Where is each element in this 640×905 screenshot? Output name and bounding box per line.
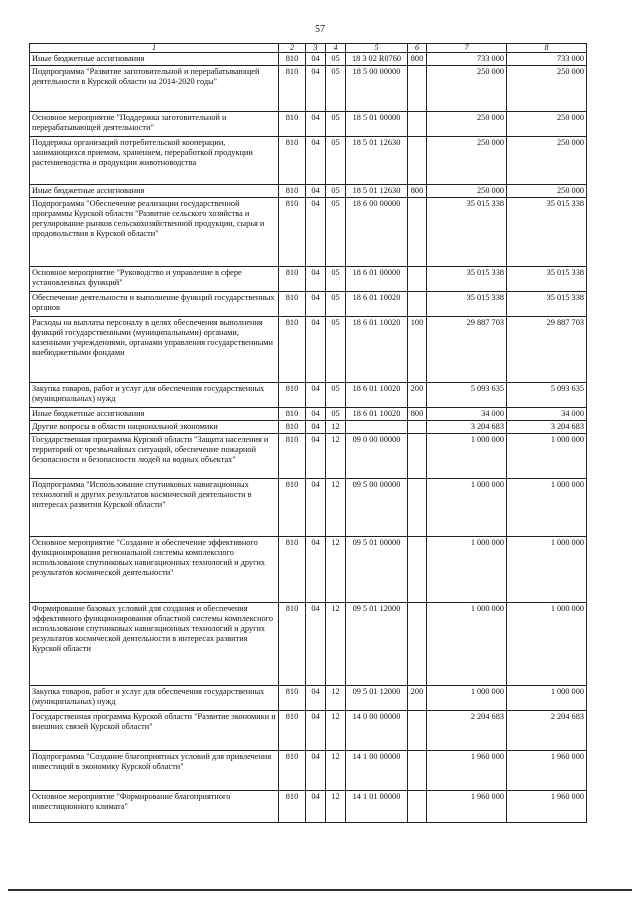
cell-subsection: 05 (326, 137, 346, 185)
table-row (30, 53, 587, 66)
cell-section: 04 (306, 137, 326, 185)
cell-ministry: 810 (279, 66, 306, 112)
cell-section: 04 (306, 751, 326, 791)
cell-amount-2019: 35 015 338 (427, 198, 507, 267)
cell-amount-2020: 1 960 000 (507, 791, 587, 823)
cell-target-article: 14 1 00 00000 (346, 751, 408, 791)
cell-section: 04 (306, 791, 326, 823)
cell-section: 04 (306, 267, 326, 292)
cell-subsection: 05 (326, 292, 346, 317)
cell-expense-type: 200 (408, 383, 427, 408)
cell-amount-2019: 5 093 635 (427, 383, 507, 408)
table-row (30, 603, 587, 686)
cell-expense-type (408, 421, 427, 434)
cell-section: 04 (306, 434, 326, 479)
cell-target-article: 18 6 00 00000 (346, 198, 408, 267)
cell-section: 04 (306, 421, 326, 434)
table-row (30, 408, 587, 421)
cell-ministry: 810 (279, 408, 306, 421)
cell-amount-2019: 1 000 000 (427, 479, 507, 537)
cell-amount-2019: 1 000 000 (427, 537, 507, 603)
cell-name: Иные бюджетные ассигнования (30, 408, 279, 421)
table-row (30, 537, 587, 603)
cell-amount-2020: 250 000 (507, 66, 587, 112)
cell-name: Основное мероприятие "Поддержка заготовительной и перерабатывающей деятельности" (30, 112, 279, 137)
cell-amount-2020: 34 000 (507, 408, 587, 421)
cell-amount-2019: 35 015 338 (427, 292, 507, 317)
cell-section: 04 (306, 711, 326, 751)
cell-section: 04 (306, 198, 326, 267)
page-bottom-rule (8, 889, 632, 891)
table-row (30, 686, 587, 711)
cell-amount-2019: 1 000 000 (427, 686, 507, 711)
cell-target-article: 18 3 02 R0760 (346, 53, 408, 66)
cell-name: Подпрограмма "Использование спутниковых навигационных технологий и других результатов космической деятельности в интересах развития Курской области" (30, 479, 279, 537)
cell-target-article: 18 6 01 10020 (346, 317, 408, 383)
header-cell: 1 (30, 44, 279, 53)
cell-ministry: 810 (279, 53, 306, 66)
cell-name: Обеспечение деятельности и выполнение функций государственных органов (30, 292, 279, 317)
header-cell: 5 (346, 44, 408, 53)
cell-ministry: 810 (279, 603, 306, 686)
table-row (30, 383, 587, 408)
budget-table (29, 43, 587, 823)
cell-name: Государственная программа Курской области "Развитие экономики и внешних связей Курской области" (30, 711, 279, 751)
cell-name: Закупка товаров, работ и услуг для обеспечения государственных (муниципальных) нужд (30, 686, 279, 711)
cell-ministry: 810 (279, 317, 306, 383)
cell-section: 04 (306, 479, 326, 537)
cell-amount-2020: 5 093 635 (507, 383, 587, 408)
cell-section: 04 (306, 408, 326, 421)
cell-amount-2019: 35 015 338 (427, 267, 507, 292)
cell-amount-2019: 34 000 (427, 408, 507, 421)
cell-ministry: 810 (279, 137, 306, 185)
cell-expense-type (408, 791, 427, 823)
cell-section: 04 (306, 292, 326, 317)
cell-section: 04 (306, 53, 326, 66)
cell-name: Расходы на выплаты персоналу в целях обеспечения выполнения функций государственными (муниципальными) органами, казенными учреждениями, органами управления государственными внебюджетными фондами (30, 317, 279, 383)
cell-subsection: 05 (326, 383, 346, 408)
cell-amount-2020: 1 000 000 (507, 686, 587, 711)
cell-name: Иные бюджетные ассигнования (30, 185, 279, 198)
cell-section: 04 (306, 686, 326, 711)
cell-subsection: 05 (326, 66, 346, 112)
table-row (30, 421, 587, 434)
header-cell: 7 (427, 44, 507, 53)
header-row (30, 44, 587, 53)
cell-expense-type (408, 751, 427, 791)
cell-amount-2019: 250 000 (427, 66, 507, 112)
cell-amount-2020: 1 000 000 (507, 603, 587, 686)
table-row (30, 751, 587, 791)
header-cell: 3 (306, 44, 326, 53)
cell-expense-type (408, 267, 427, 292)
cell-ministry: 810 (279, 537, 306, 603)
cell-name: Закупка товаров, работ и услуг для обеспечения государственных (муниципальных) нужд (30, 383, 279, 408)
table-row (30, 292, 587, 317)
cell-expense-type (408, 603, 427, 686)
cell-amount-2019: 3 204 683 (427, 421, 507, 434)
cell-section: 04 (306, 537, 326, 603)
cell-amount-2019: 1 960 000 (427, 751, 507, 791)
cell-amount-2019: 250 000 (427, 112, 507, 137)
table-row (30, 185, 587, 198)
cell-target-article: 09 5 01 12000 (346, 603, 408, 686)
cell-ministry: 810 (279, 292, 306, 317)
cell-name: Основное мероприятие "Руководство и управление в сфере установленных функций" (30, 267, 279, 292)
cell-name: Иные бюджетные ассигнования (30, 53, 279, 66)
cell-expense-type: 800 (408, 53, 427, 66)
cell-subsection: 12 (326, 421, 346, 434)
cell-subsection: 05 (326, 185, 346, 198)
header-cell: 4 (326, 44, 346, 53)
cell-amount-2019: 1 960 000 (427, 791, 507, 823)
cell-amount-2020: 250 000 (507, 112, 587, 137)
cell-subsection: 12 (326, 479, 346, 537)
table-row (30, 137, 587, 185)
cell-amount-2020: 29 887 703 (507, 317, 587, 383)
table-row (30, 112, 587, 137)
cell-target-article: 14 1 01 00000 (346, 791, 408, 823)
cell-target-article: 18 5 01 12630 (346, 137, 408, 185)
cell-amount-2020: 35 015 338 (507, 292, 587, 317)
cell-amount-2020: 1 000 000 (507, 537, 587, 603)
cell-expense-type (408, 711, 427, 751)
cell-target-article: 09 5 01 12000 (346, 686, 408, 711)
cell-ministry: 810 (279, 751, 306, 791)
cell-expense-type: 200 (408, 686, 427, 711)
table-row (30, 791, 587, 823)
table-row (30, 479, 587, 537)
cell-expense-type (408, 137, 427, 185)
cell-amount-2020: 733 000 (507, 53, 587, 66)
cell-ministry: 810 (279, 711, 306, 751)
cell-name: Подпрограмма "Обеспечение реализации государственной программы Курской области "Развитие сельского хозяйства и регулирование рынков сельскохозяйственной продукции, сырья и продовольствия в Курской области" (30, 198, 279, 267)
cell-amount-2019: 733 000 (427, 53, 507, 66)
cell-ministry: 810 (279, 267, 306, 292)
page-number: 57 (315, 24, 325, 35)
cell-target-article: 18 5 01 00000 (346, 112, 408, 137)
cell-name: Подпрограмма "Развитие заготовительной и перерабатывающей деятельности в Курской области на 2014-2020 годы" (30, 66, 279, 112)
cell-amount-2020: 35 015 338 (507, 198, 587, 267)
cell-subsection: 12 (326, 791, 346, 823)
cell-section: 04 (306, 603, 326, 686)
cell-target-article: 09 5 00 00000 (346, 479, 408, 537)
cell-ministry: 810 (279, 198, 306, 267)
cell-ministry: 810 (279, 791, 306, 823)
header-cell: 2 (279, 44, 306, 53)
cell-subsection: 05 (326, 267, 346, 292)
cell-subsection: 05 (326, 408, 346, 421)
cell-expense-type: 800 (408, 408, 427, 421)
cell-ministry: 810 (279, 434, 306, 479)
cell-amount-2020: 250 000 (507, 137, 587, 185)
cell-expense-type (408, 292, 427, 317)
cell-subsection: 12 (326, 537, 346, 603)
cell-section: 04 (306, 185, 326, 198)
cell-subsection: 05 (326, 317, 346, 383)
cell-amount-2019: 29 887 703 (427, 317, 507, 383)
cell-ministry: 810 (279, 421, 306, 434)
cell-amount-2020: 1 000 000 (507, 434, 587, 479)
table-row (30, 267, 587, 292)
table-row (30, 198, 587, 267)
cell-amount-2019: 250 000 (427, 137, 507, 185)
cell-expense-type (408, 112, 427, 137)
cell-name: Основное мероприятие "Создание и обеспечение эффективного функционирования региональной системы комплексного использования спутниковых навигационных технологий и других результатов космической деятельности" (30, 537, 279, 603)
cell-target-article: 18 6 01 10020 (346, 408, 408, 421)
cell-expense-type: 800 (408, 185, 427, 198)
table-row (30, 434, 587, 479)
cell-amount-2020: 250 000 (507, 185, 587, 198)
cell-section: 04 (306, 112, 326, 137)
cell-amount-2019: 1 000 000 (427, 434, 507, 479)
cell-target-article: 18 5 00 00000 (346, 66, 408, 112)
cell-expense-type (408, 537, 427, 603)
cell-target-article: 09 5 01 00000 (346, 537, 408, 603)
cell-subsection: 05 (326, 198, 346, 267)
cell-amount-2020: 3 204 683 (507, 421, 587, 434)
cell-expense-type (408, 66, 427, 112)
cell-subsection: 12 (326, 603, 346, 686)
cell-target-article (346, 421, 408, 434)
table-row (30, 317, 587, 383)
cell-amount-2019: 2 204 683 (427, 711, 507, 751)
cell-subsection: 12 (326, 751, 346, 791)
cell-target-article: 18 6 01 00000 (346, 267, 408, 292)
cell-name: Другие вопросы в области национальной экономики (30, 421, 279, 434)
cell-subsection: 12 (326, 711, 346, 751)
cell-target-article: 18 6 01 10020 (346, 292, 408, 317)
cell-name: Подпрограмма "Создание благоприятных условий для привлечения инвестиций в экономику Курской области" (30, 751, 279, 791)
cell-amount-2020: 35 015 338 (507, 267, 587, 292)
cell-amount-2020: 1 000 000 (507, 479, 587, 537)
cell-target-article: 18 5 01 12630 (346, 185, 408, 198)
cell-section: 04 (306, 383, 326, 408)
cell-subsection: 12 (326, 434, 346, 479)
cell-expense-type (408, 434, 427, 479)
table-row (30, 66, 587, 112)
cell-ministry: 810 (279, 479, 306, 537)
cell-ministry: 810 (279, 686, 306, 711)
cell-expense-type (408, 198, 427, 267)
cell-ministry: 810 (279, 383, 306, 408)
cell-expense-type (408, 479, 427, 537)
cell-name: Государственная программа Курской области "Защита населения и территорий от чрезвычайных ситуаций, обеспечение пожарной безопасности и безопасности людей на водных объектах" (30, 434, 279, 479)
cell-amount-2019: 250 000 (427, 185, 507, 198)
cell-ministry: 810 (279, 112, 306, 137)
cell-target-article: 18 6 01 10020 (346, 383, 408, 408)
cell-amount-2020: 2 204 683 (507, 711, 587, 751)
cell-name: Формирование базовых условий для создания и обеспечения эффективного функционирования областной системы комплексного использования спутниковых навигационных технологий и других результатов космической деятельности в интересах развития Курской области (30, 603, 279, 686)
table-row (30, 711, 587, 751)
header-cell: 8 (507, 44, 587, 53)
cell-subsection: 12 (326, 686, 346, 711)
cell-section: 04 (306, 66, 326, 112)
cell-target-article: 09 0 00 00000 (346, 434, 408, 479)
header-cell: 6 (408, 44, 427, 53)
cell-target-article: 14 0 00 00000 (346, 711, 408, 751)
cell-expense-type: 100 (408, 317, 427, 383)
cell-subsection: 05 (326, 112, 346, 137)
cell-subsection: 05 (326, 53, 346, 66)
cell-name: Поддержка организаций потребительской кооперации, занимающихся приемом, хранением, переработкой продукции растениеводства и продукции животноводства (30, 137, 279, 185)
cell-ministry: 810 (279, 185, 306, 198)
cell-amount-2019: 1 000 000 (427, 603, 507, 686)
cell-section: 04 (306, 317, 326, 383)
cell-amount-2020: 1 960 000 (507, 751, 587, 791)
cell-name: Основное мероприятие "Формирование благоприятного инвестиционного климата" (30, 791, 279, 823)
